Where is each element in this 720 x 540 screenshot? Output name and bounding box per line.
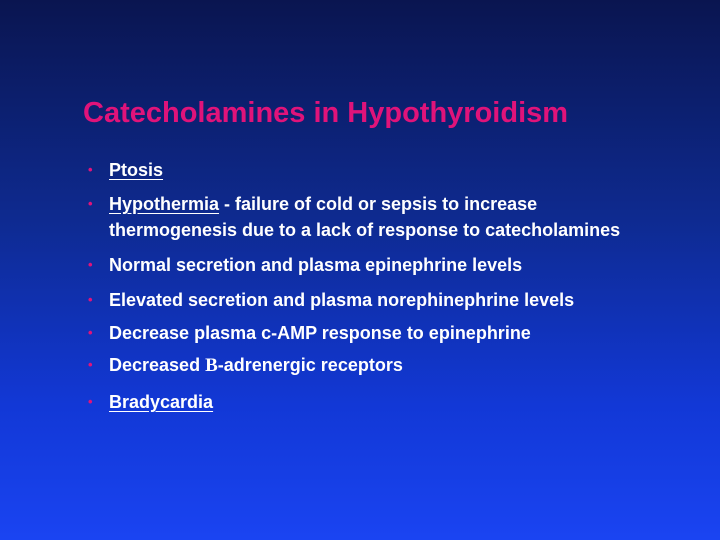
bullet-item-elevated-secretion [88,287,648,313]
bullet-icon: • [88,196,93,211]
bullet-item-hypothermia [88,191,648,243]
bullet-icon: • [88,162,93,177]
bullet-term-hypothermia: Hypothermia [109,194,220,214]
bullet-icon: • [88,292,93,307]
bullet-item-ptosis [88,157,648,183]
slide-title: Catecholamines in Hypothyroidism [83,97,569,129]
bullet-icon: • [88,325,93,340]
bullet-icon: • [88,394,93,409]
bullet-item-normal-secretion [88,252,648,278]
bullet-icon: • [88,357,93,372]
bullet-term-ptosis: Ptosis [109,160,164,180]
bullet-text-normal-secretion: Normal secretion and plasma epinephrine levels [109,255,523,275]
beta-symbol: B [205,355,218,376]
bullet-list [88,157,648,415]
bullet-item-adrenergic-receptors [88,352,648,379]
bullet-text-adrenergic-after: -adrenergic receptors [217,355,403,375]
bullet-item-camp-response [88,320,648,346]
bullet-item-bradycardia [88,389,648,415]
bullet-text-adrenergic-before: Decreased [109,355,206,375]
bullet-icon: • [88,257,93,272]
bullet-text-camp-response: Decrease plasma c-AMP response to epinephrine [109,323,531,343]
bullet-text-elevated-secretion: Elevated secretion and plasma norephinephrine levels [109,290,575,310]
bullet-text-hypothermia: - failure of cold or sepsis to increase thermogenesis due to a lack of response to catecholamines [109,194,621,240]
bullet-term-bradycardia: Bradycardia [109,392,214,412]
